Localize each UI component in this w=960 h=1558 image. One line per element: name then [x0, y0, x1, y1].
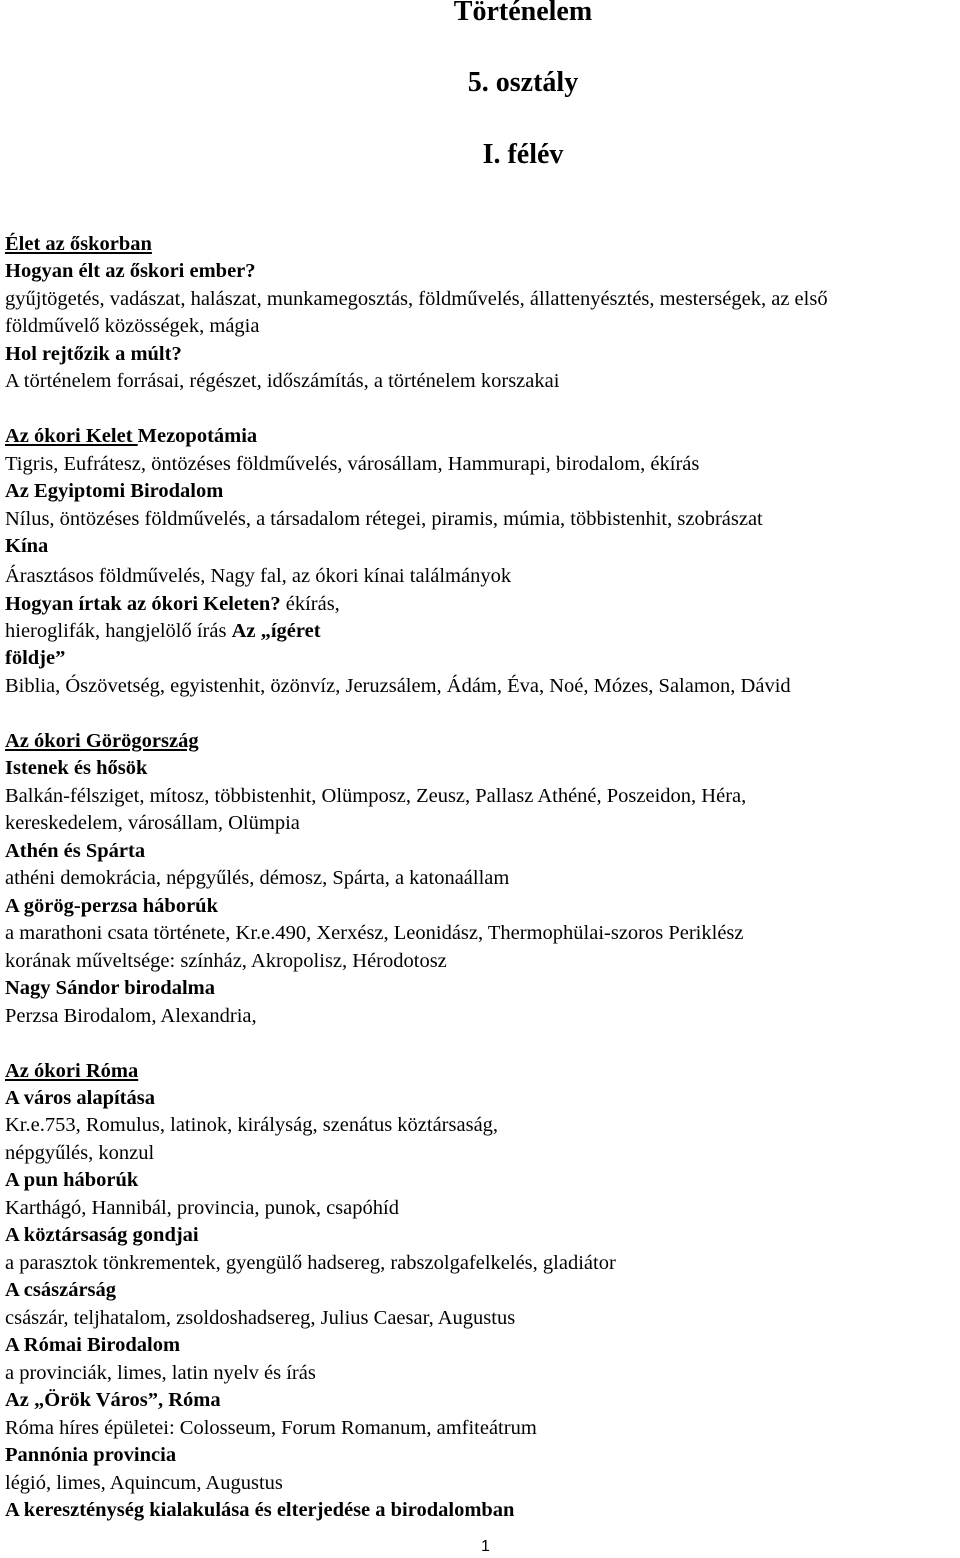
topic-text: gyűjtögetés, vadászat, halászat, munkamegosztás, földművelés, állattenyésztés, mesterségek, az első [5, 288, 828, 310]
topic-text: népgyűlés, konzul [5, 1142, 155, 1164]
subheading: Hogyan élt az őskori ember? [5, 260, 256, 282]
topic-text: Kr.e.753, Romulus, latinok, királyság, szenátus köztársaság, [5, 1114, 499, 1136]
subheading: Az Egyiptomi Birodalom [5, 480, 224, 502]
subheading: A görög-perzsa háborúk [5, 895, 218, 917]
topic-text: Róma híres épületei: Colosseum, Forum Romanum, amfiteátrum [5, 1417, 537, 1439]
topic-text: császár, teljhatalom, zsoldoshadsereg, Julius Caesar, Augustus [5, 1307, 516, 1329]
topic-text: A történelem forrásai, régészet, időszámítás, a történelem korszakai [5, 370, 560, 392]
subheading: A pun háborúk [5, 1169, 139, 1191]
section-heading-ancient-greece: Az ókori Görögország [5, 730, 199, 752]
subheading: A kereszténység kialakulása és elterjedése a birodalomban [5, 1499, 515, 1521]
topic-text: a marathoni csata története, Kr.e.490, Xerxész, Leonidász, Thermophülai-szoros Periklész [5, 922, 744, 944]
subheading: Hol rejtőzik a múlt? [5, 343, 182, 365]
grade-label: 5. osztály [467, 67, 579, 98]
topic-text: athéni demokrácia, népgyűlés, démosz, Spárta, a katonaállam [5, 867, 510, 889]
page-number: 1 [481, 1538, 490, 1555]
subheading: Athén és Spárta [5, 840, 146, 862]
topic-text: földművelő közösségek, mágia [5, 315, 260, 337]
topic-text: a provinciák, limes, latin nyelv és írás [5, 1362, 316, 1384]
topic-text: korának műveltsége: színház, Akropolisz, Hérodotosz [5, 950, 447, 972]
topic-text: Perzsa Birodalom, Alexandria, [5, 1005, 257, 1027]
subheading: földje” [5, 647, 66, 669]
section-heading-ancient-rome: Az ókori Róma [5, 1060, 139, 1082]
topic-text: hieroglifák, hangjelölő írás [5, 620, 232, 642]
topic-text: Balkán-félsziget, mítosz, többistenhit, Olümposz, Zeusz, Pallasz Athéné, Poszeidon, Héra, [5, 785, 747, 807]
page-title: Történelem [453, 0, 593, 27]
subheading: Kína [5, 535, 49, 557]
subheading: A Római Birodalom [5, 1334, 181, 1356]
subheading: Pannónia provincia [5, 1444, 177, 1466]
subheading: Nagy Sándor birodalma [5, 977, 215, 999]
topic-text: Nílus, öntözéses földművelés, a társadalom rétegei, piramis, múmia, többistenhit, szobrászat [5, 508, 763, 530]
mixed-line [5, 619, 321, 643]
subheading: A város alapítása [5, 1087, 155, 1109]
topic-text: Tigris, Eufrátesz, öntözéses földművelés, városállam, Hammurapi, birodalom, ékírás [5, 453, 700, 475]
topic-text: Karthágó, Hannibál, provincia, punok, csapóhíd [5, 1197, 399, 1219]
topic-text: kereskedelem, városállam, Olümpia [5, 812, 300, 834]
topic-text: Árasztásos földművelés, Nagy fal, az ókori kínai találmányok [5, 565, 512, 587]
section-heading-ancient-east [5, 424, 257, 448]
topic-text: a parasztok tönkrementek, gyengülő hadsereg, rabszolgafelkelés, gladiátor [5, 1252, 616, 1274]
subheading: Az „Örök Város”, Róma [5, 1389, 221, 1411]
subheading: Istenek és hősök [5, 757, 148, 779]
mixed-line [5, 592, 340, 616]
topic-text: légió, limes, Aquincum, Augustus [5, 1472, 283, 1494]
subheading: Hogyan írtak az ókori Keleten? [5, 593, 281, 615]
semester-label: I. félév [482, 139, 564, 170]
subheading: Mezopotámia [137, 425, 258, 447]
section-heading-text: Az ókori Kelet [5, 425, 138, 447]
subheading: Az „ígéret [231, 620, 321, 642]
subheading: A köztársaság gondjai [5, 1224, 199, 1246]
section-heading-prehistory: Élet az őskorban [5, 233, 152, 255]
subheading: A császárság [5, 1279, 117, 1301]
topic-text: Biblia, Ószövetség, egyistenhit, özönvíz, Jeruzsálem, Ádám, Éva, Noé, Mózes, Salamon, Dávid [5, 675, 791, 697]
topic-text: ékírás, [280, 593, 340, 615]
